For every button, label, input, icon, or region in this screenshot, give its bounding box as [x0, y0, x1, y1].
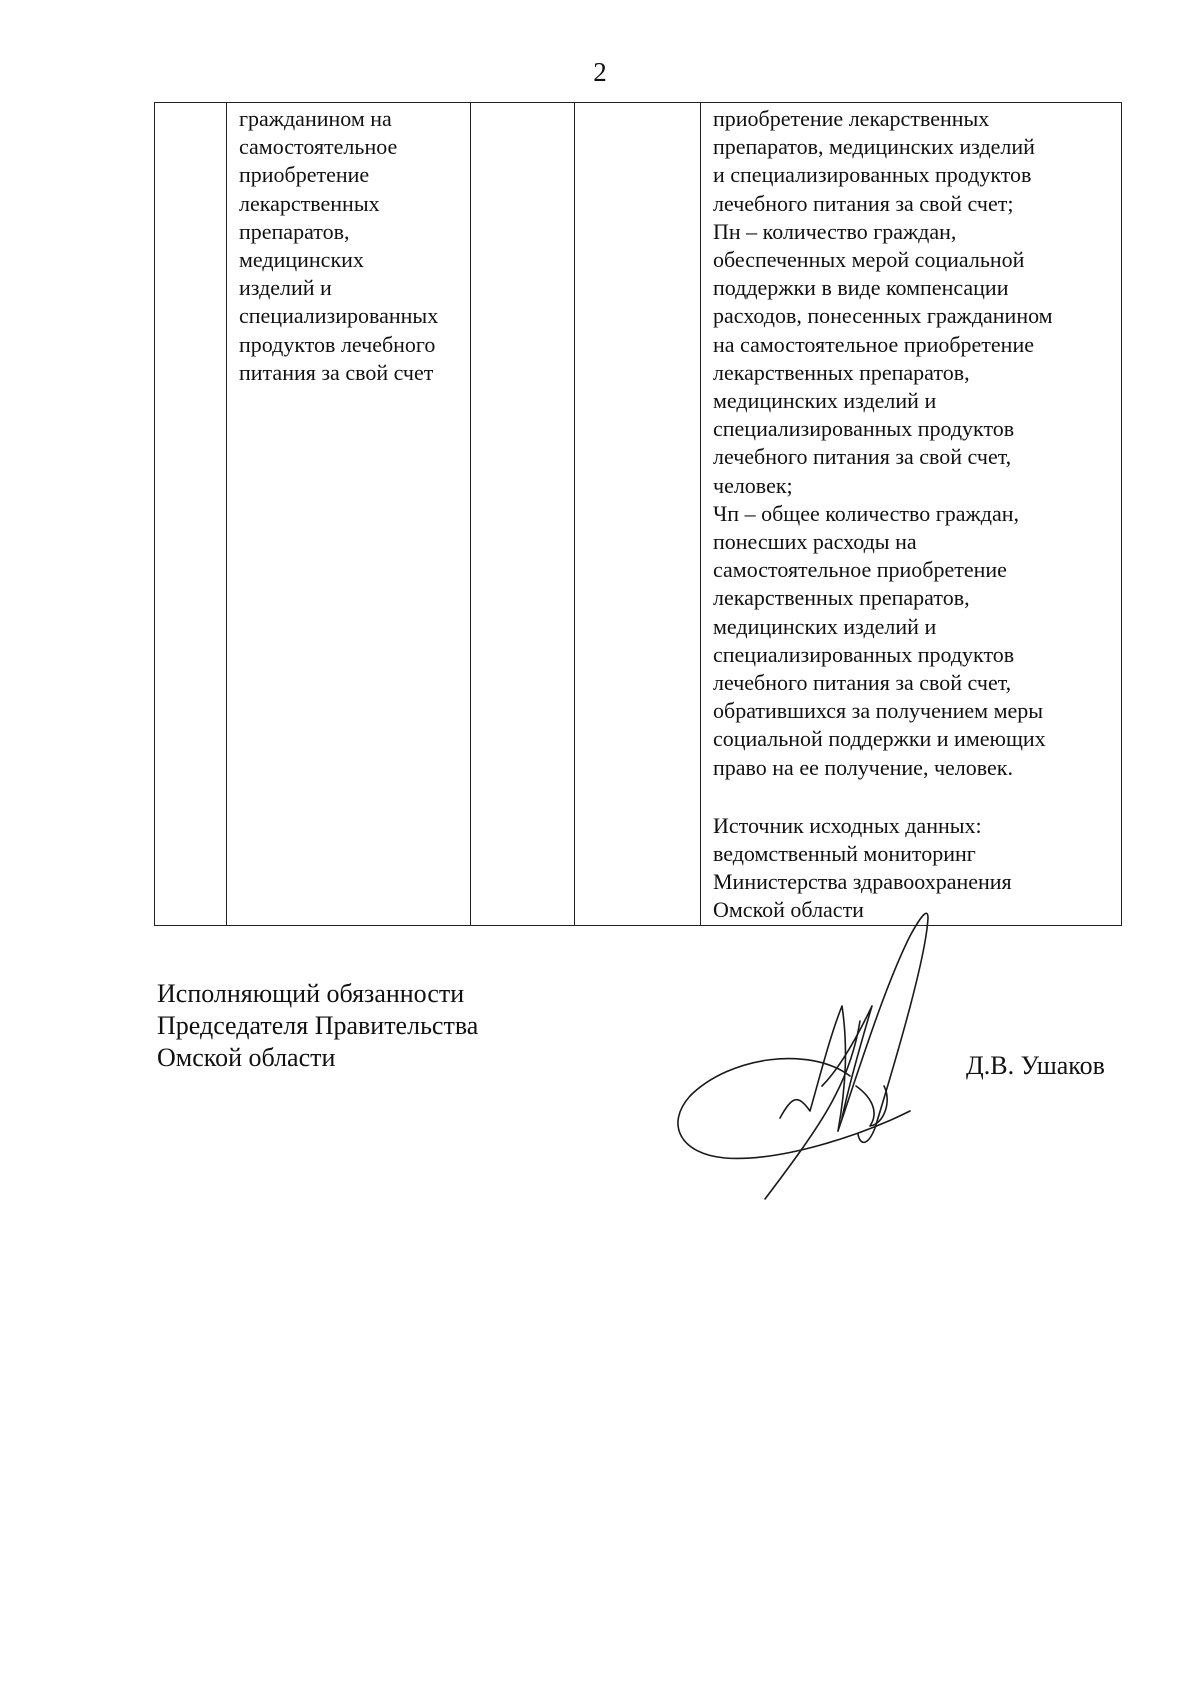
table-cell-unit — [471, 103, 575, 926]
handwritten-signature — [670, 896, 1010, 1216]
indicator-name-text: гражданином на самостоятельное приобретение лекарственных препаратов, медицинских изделий и специализированных продуктов лечебного питания за свой счет — [239, 106, 439, 385]
signatory-position-text: Исполняющий обязанности Председателя Правительства Омской области — [157, 979, 479, 1072]
indicator-table — [154, 102, 1122, 926]
table-cell-indicator-name — [227, 103, 471, 926]
table-row — [155, 103, 1122, 926]
data-source-text: Источник исходных данных: ведомственный мониторинг Министерства здравоохранения Омской области — [713, 812, 1012, 923]
table-cell-value — [575, 103, 701, 926]
page-number: 2 — [593, 57, 607, 87]
paragraph-gap — [701, 782, 1121, 810]
signature-stroke-cross — [822, 1006, 872, 1118]
signatory-name: Д.В. Ушаков — [966, 1051, 1105, 1080]
signature-stroke-loop — [678, 1059, 910, 1159]
signatory-position — [157, 978, 478, 1074]
signature-stroke-tall — [838, 913, 928, 1142]
methodology-text: приобретение лекарственных препаратов, медицинских изделий и специализированных продуктов лечебного питания за свой счет; Пн – количество граждан, обеспеченных мерой социальной поддержки в виде компенсации расходов, понесенных гражданином на самостоятельное приобретение лекарственных препаратов, медицинских изделий и специализированных продуктов лечебного питания за свой счет, человек; Чп – общее количество граждан, понесших расходы на самостоятельное приобретение лекарственных препаратов, медицинских изделий и специализированных продуктов лечебного питания за свой счет, обратившихся за получением меры социальной поддержки и имеющих право на ее получение, человек. — [713, 106, 1053, 780]
signature-stroke-tail — [856, 1086, 887, 1126]
table-cell-number — [155, 103, 227, 926]
table-cell-methodology — [701, 103, 1122, 926]
